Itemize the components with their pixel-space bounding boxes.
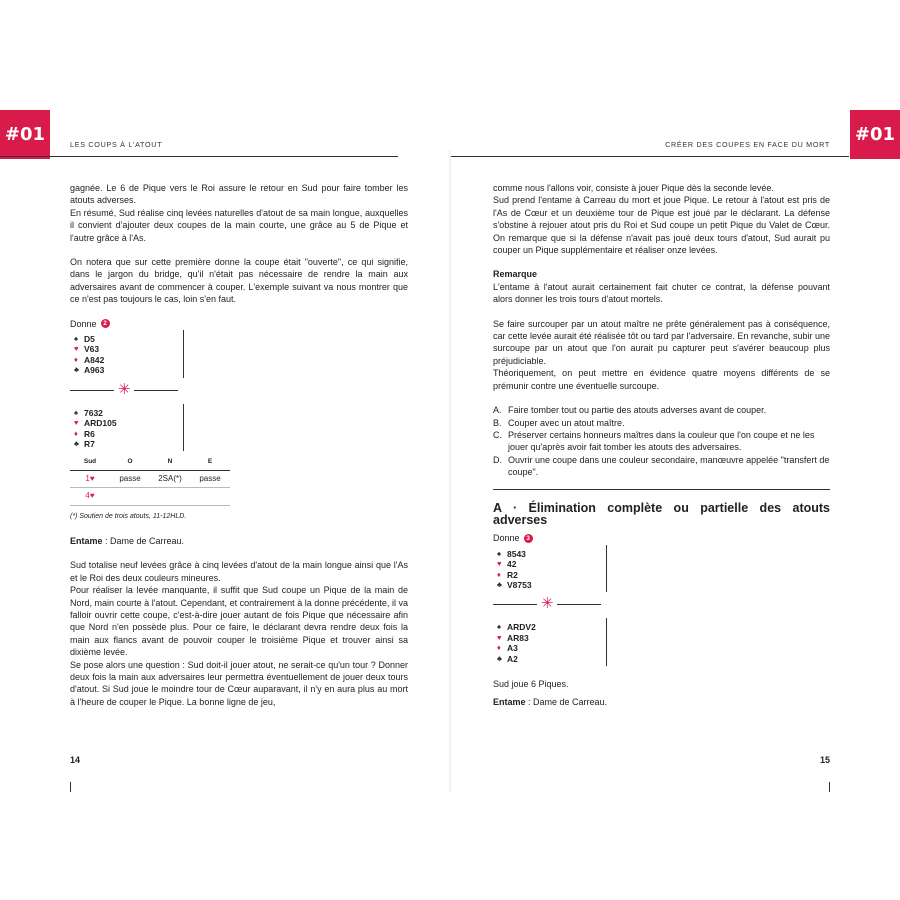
- paragraph: Sud prend l'entame à Carreau du mort et joue Pique. Le retour à l'atout est pris de l'As de Cœur et un deuxième tour de Pique est joué par le déclarant. La défense s'obstine à rejouer atout pris du Roi et Sud coupe un petit Pique du Valet de Cœur. On remarque que si la défense n'avait pas joué deux tours d'atout, Sud aurait pu couper un Pique supplémentaire et réaliser onze levées.: [493, 195, 830, 256]
- heart-icon: ♥: [497, 559, 502, 569]
- list-item: D. Ouvrir une coupe dans une couleur secondaire, manœuvre appelée "transfert de coupe".: [493, 454, 830, 478]
- paragraph: Se pose alors une question : Sud doit-il jouer atout, ne serait-ce qu'un tour ? Donner deux fois la main aux adversaires leur permettra éventuellement de jouer deux tours d'atout. Si Sud joue le moindre tour de Cœur auparavant, il n'y en aura plus au mort à l'heure de couper le Pique. La bonne ligne de jeu,: [70, 659, 408, 707]
- south-hand: ♠ 7632 ♥ ARD105 ♦ R6 ♣ R7: [70, 404, 184, 452]
- paragraph: gagnée. Le 6 de Pique vers le Roi assure le retour en Sud pour faire tomber les atouts adverses.: [70, 183, 408, 206]
- diamond-icon: ♦: [497, 569, 501, 579]
- page-number: 15: [819, 755, 830, 765]
- diamond-icon: ♦: [74, 354, 78, 364]
- club-icon: ♣: [74, 438, 79, 448]
- auction-table: Sud O N E 1♥ passe 2SA(*) passe 4♥: [70, 455, 230, 505]
- compass-divider: [70, 378, 180, 404]
- spade-icon: ♠: [497, 622, 501, 632]
- deal-label: Donne 2: [70, 318, 408, 330]
- header-rule: [0, 156, 398, 157]
- auction-row: 4♥: [70, 488, 230, 505]
- heart-icon: ♥: [74, 344, 79, 354]
- south-hand: ♠ ARDV2 ♥ AR83 ♦ A3 ♣ A2: [493, 618, 607, 666]
- compass-divider: [493, 592, 603, 618]
- diamond-icon: ♦: [74, 428, 78, 438]
- remark-title: Remarque: [493, 269, 538, 280]
- contract: Sud joue 6 Piques.: [493, 679, 569, 689]
- spade-icon: ♠: [74, 407, 78, 417]
- club-icon: ♣: [497, 579, 502, 589]
- spade-icon: ♠: [497, 548, 501, 558]
- header-rule: [451, 156, 849, 157]
- spade-icon: ♠: [74, 334, 78, 344]
- compass-star-icon: ✳: [118, 380, 131, 398]
- section-title: A · Élimination complète ou partielle des atouts adverses: [493, 500, 830, 527]
- running-head: CRÉER DES COUPES EN FACE DU MORT: [665, 140, 830, 149]
- chapter-badge: #01: [0, 110, 50, 159]
- compass-star-icon: ✳: [541, 595, 554, 613]
- paragraph: Théoriquement, on peut mettre en évidence quatre moyens différents de se prémunir contre une éventuelle surcoupe.: [493, 368, 830, 391]
- club-icon: ♣: [497, 653, 502, 663]
- list-item: C. Préserver certains honneurs maîtres dans la couleur que l'on coupe et ne les jouer qu'après avoir fait tomber les atouts des adversaires.: [493, 429, 815, 453]
- right-body: [493, 182, 830, 709]
- running-head: LES COUPS À L'ATOUT: [70, 140, 163, 149]
- paragraph: Pour réaliser la levée manquante, il suffit que Sud coupe un Pique de la main de Nord, main courte à l'atout. Cependant, et contrairement à la donne précédente, il va falloir ouvrir cette coupe, c'est-à-dire jouer autant de fois Pique que nécessaire afin que Nord n'en possède plus. Pour ce faire, le déclarant devra rendre deux fois la main aux flancs avant de pouvoir couper le troisième Pique et trouver ainsi sa dixième levée.: [70, 585, 408, 658]
- north-hand: ♠ D5 ♥ V63 ♦ A842 ♣ A963: [70, 330, 184, 378]
- diamond-icon: ♦: [497, 643, 501, 653]
- chapter-badge: #01: [850, 110, 900, 159]
- right-page: [451, 110, 900, 792]
- heart-icon: ♥: [74, 418, 79, 428]
- means-list: [493, 404, 830, 478]
- paragraph: Se faire surcouper par un atout maître ne prête généralement pas à conséquence, car cette levée aurait été réalisée tôt ou tard par l'adversaire. En revanche, subir une surcoupe par un atout que l'on aurait pu capturer peut s'avérer beaucoup plus préjudiciable.: [493, 318, 830, 366]
- left-page: [0, 110, 449, 792]
- deal-number-badge: 2: [101, 319, 110, 328]
- deal-number-badge: 3: [524, 534, 533, 543]
- paragraph: En résumé, Sud réalise cinq levées naturelles d'atout de sa main longue, auxquelles il convient d'ajouter deux coupes de la main courte, une grâce au 5 de Pique et l'autre grâce à l'As.: [70, 207, 408, 243]
- north-hand: ♠ 8543 ♥ 42 ♦ R2 ♣ V8753: [493, 545, 607, 593]
- list-item: A. Faire tomber tout ou partie des atouts adverses avant de couper.: [493, 405, 767, 416]
- crop-mark: [829, 782, 830, 792]
- left-body: [70, 182, 408, 708]
- lead: Entame : Dame de Carreau.: [493, 697, 608, 708]
- paragraph: On notera que sur cette première donne la coupe était "ouverte", ce qui signifie, dans le jargon du bridge, qu'il n'était pas nécessaire de rendre la main aux adversaires avant de commencer à couper. L'exemple suivant va nous montrer que ce n'est pas toujours le cas, loin s'en faut.: [70, 257, 408, 305]
- page-number: 14: [70, 755, 81, 765]
- paragraph: comme nous l'allons voir, consiste à jouer Pique dès la seconde levée.: [493, 183, 774, 193]
- auction-note: (*) Soutien de trois atouts, 11-12HLD.: [70, 512, 187, 520]
- heart-icon: ♥: [497, 632, 502, 642]
- auction-row: 1♥ passe 2SA(*) passe: [70, 470, 230, 487]
- paragraph: Sud totalise neuf levées grâce à cinq levées d'atout de la main longue ainsi que l'As et le Roi des deux couleurs mineures.: [70, 560, 408, 583]
- paragraph: L'entame à l'atout aurait certainement fait chuter ce contrat, la défense pouvant alors donner les trois tours d'atout mortels.: [493, 281, 830, 305]
- list-item: B. Couper avec un atout maître.: [493, 417, 625, 428]
- crop-mark: [70, 782, 71, 792]
- club-icon: ♣: [74, 365, 79, 375]
- deal-label: Donne 3: [493, 532, 830, 544]
- lead: Entame : Dame de Carreau.: [70, 535, 185, 546]
